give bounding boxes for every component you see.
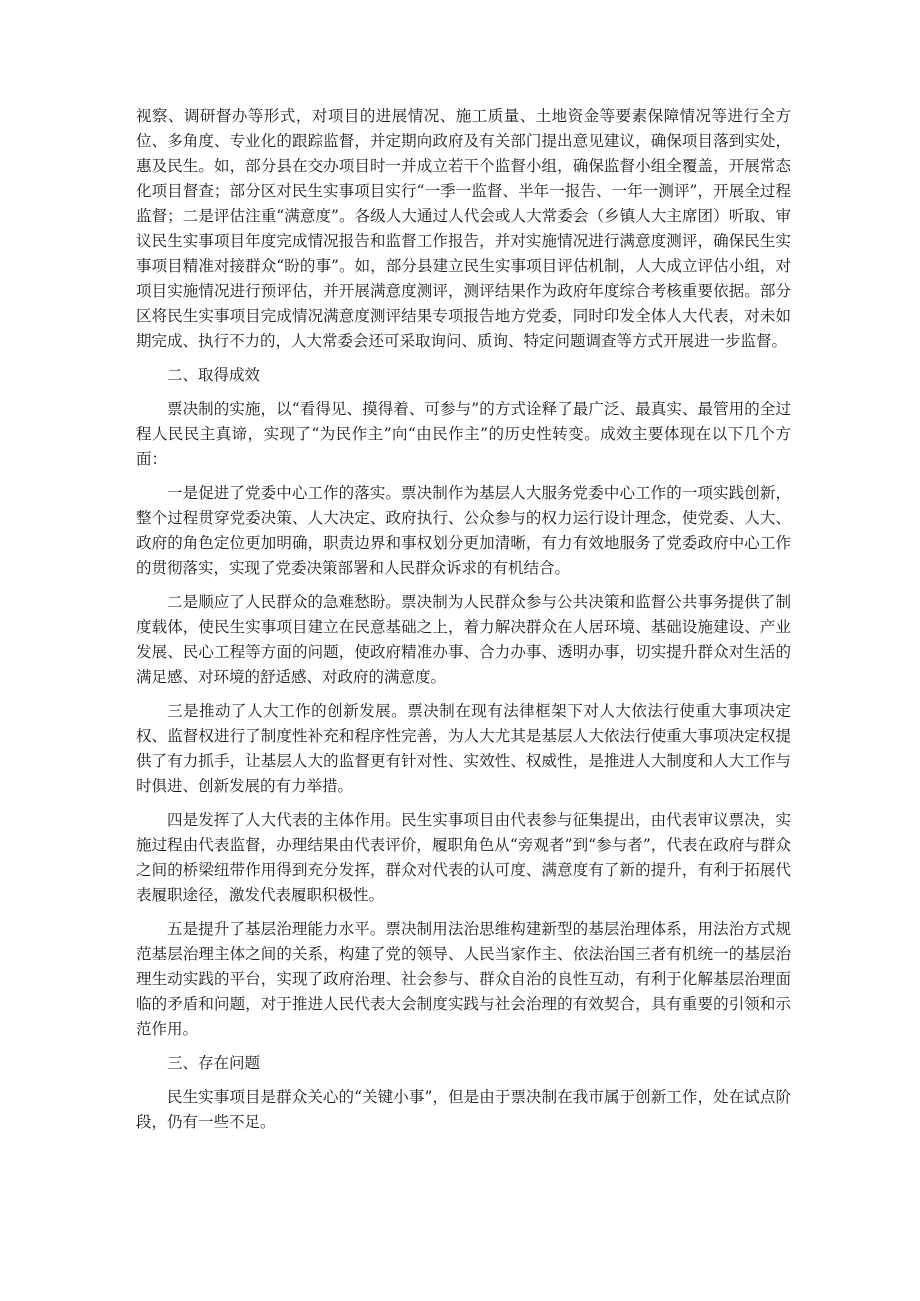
paragraph-point-three: 三是推动了人大工作的创新发展。票决制在现有法律框架下对人大依法行使重大事项决定权、监督权进行了制度性补充和程序性完善，为人大尤其是基层人大依法行使重大事项决定权提供了有力抓手，让基层人大的监督更有针对性、实效性、权威性，是推进人大制度和人大工作与时俱进、创新发展的有力举措。 <box>136 702 791 795</box>
section-heading-problems: 三、存在问题 <box>167 1054 261 1072</box>
paragraph-point-one: 一是促进了党委中心工作的落实。票决制作为基层人大服务党委中心工作的一项实践创新，整个过程贯穿党委决策、人大决定、政府执行、公众参与的权力运行设计理念，使党委、人大、政府的角色定位更加明确，职责边界和事权划分更加清晰，有力有效地服务了党委政府中心工作的贯彻落实，实现了党委决策部署和人民群众诉求的有机结合。 <box>136 484 791 577</box>
paragraph-point-five: 五是提升了基层治理能力水平。票决制用法治思维构建新型的基层治理体系，用法治方式规范基层治理主体之间的关系，构建了党的领导、人民当家作主、依法治国三者有机统一的基层治理生动实践的平台，实现了政府治理、社会参与、群众自治的良性互动，有利于化解基层治理面临的矛盾和问题，对于推进人民代表大会制度实践与社会治理的有效契合，具有重要的引领和示范作用。 <box>136 920 791 1038</box>
section-heading-achievements: 二、取得成效 <box>167 366 261 384</box>
paragraph-point-four: 四是发挥了人大代表的主体作用。民生实事项目由代表参与征集提出，由代表审议票决，实施过程由代表监督，办理结果由代表评价，履职角色从“旁观者”到“参与者”，代表在政府与群众之间的桥梁纽带作用得到充分发挥，群众对代表的认可度、满意度有了新的提升，有利于拓展代表履职途径，激发代表履职积极性。 <box>136 811 791 904</box>
paragraph-point-two: 二是顺应了人民群众的急难愁盼。票决制为人民群众参与公共决策和监督公共事务提供了制度载体，使民生实事项目建立在民意基础之上，着力解决群众在人居环境、基础设施建设、产业发展、民心工程等方面的问题，使政府精准办事、合力办事、透明办事，切实提升群众对生活的满足感、对环境的舒适感、对政府的满意度。 <box>136 593 791 686</box>
paragraph-supervision: 视察、调研督办等形式，对项目的进展情况、施工质量、土地资金等要素保障情况等进行全方位、多角度、专业化的跟踪监督，并定期向政府及有关部门提出意见建议，确保项目落到实处，惠及民生。如，部分县在交办项目时一并成立若干个监督小组，确保监督小组全覆盖，开展常态化项目督查；部分区对民生实事项目实行“一季一监督、半年一报告、一年一测评”，开展全过程监督；二是评估注重“满意度”。各级人大通过人代会或人大常委会（乡镇人大主席团）听取、审议民生实事项目年度完成情况报告和监督工作报告，并对实施情况进行满意度测评，确保民生实事项目精准对接群众“盼的事”。如，部分县建立民生实事项目评估机制，人大成立评估小组，对项目实施情况进行预评估，并开展满意度测评，测评结果作为政府年度综合考核重要依据。部分区将民生实事项目完成情况满意度测评结果专项报告地方党委，同时印发全体人大代表，对未如期完成、执行不力的，人大常委会还可采取询问、质询、特定问题调查等方式开展进一步监督。 <box>136 107 791 350</box>
paragraph-achievements-intro: 票决制的实施，以“看得见、摸得着、可参与”的方式诠释了最广泛、最真实、最管用的全过程人民民主真谛，实现了“为民作主”向“由民作主”的历史性转变。成效主要体现在以下几个方面： <box>136 400 791 468</box>
paragraph-problems-intro: 民生实事项目是群众关心的“关键小事”，但是由于票决制在我市属于创新工作，处在试点阶段，仍有一些不足。 <box>136 1088 791 1131</box>
document-page <box>136 104 791 1144</box>
